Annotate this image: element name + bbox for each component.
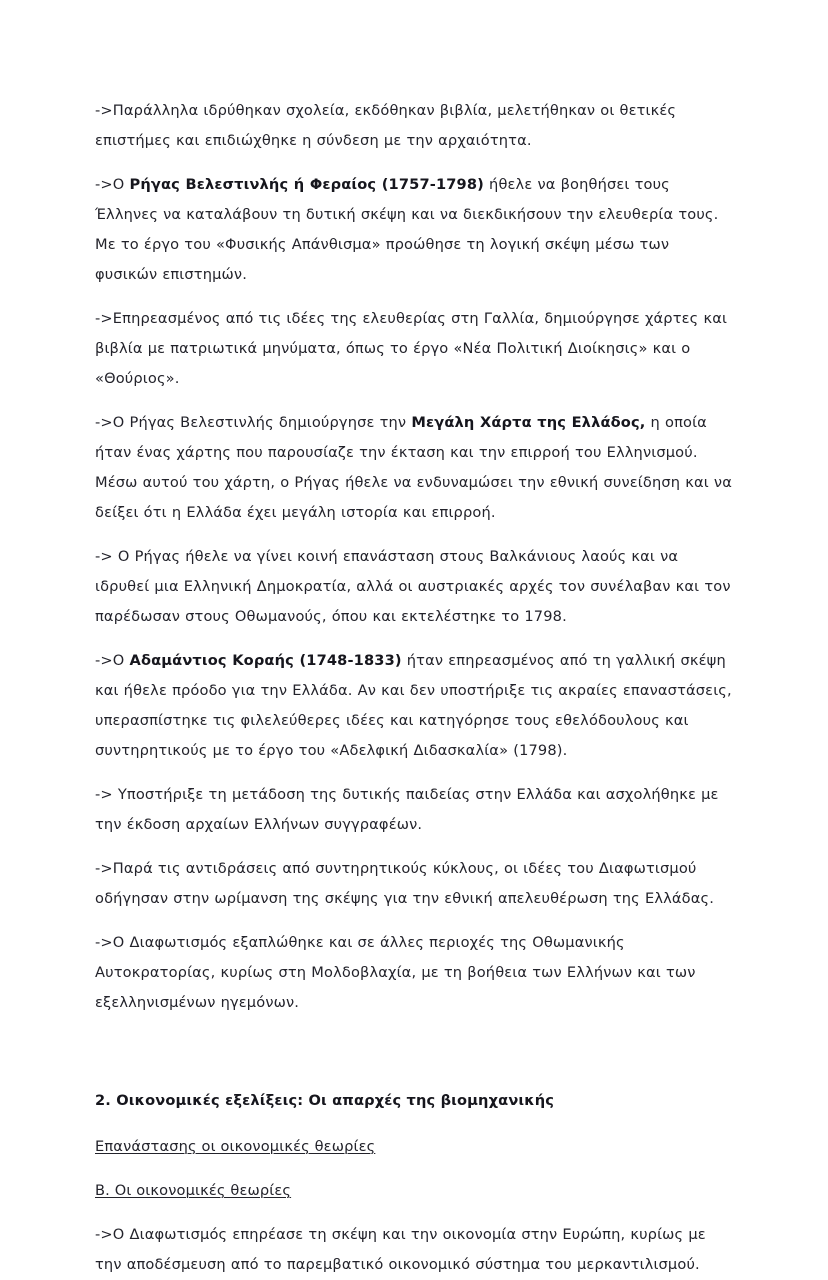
paragraph-mercantilism: ->Ο Διαφωτισμός επηρέασε τη σκέψη και την οικονομία στην Ευρώπη, κυρίως με την αποδέσμευση από το παρεμβατικό οικονομικό σύστημα του μερκαντιλισμού.	[95, 1226, 706, 1273]
paragraph-adamantios-korais	[95, 646, 735, 766]
section-spacer	[95, 1032, 735, 1086]
underlined-text: Επανάστασης οι οικονομικές θεωρίες	[95, 1138, 376, 1155]
paragraph-schools-books: ->Παράλληλα ιδρύθηκαν σχολεία, εκδόθηκαν βιβλία, μελετήθηκαν οι θετικές επιστήμες και επιδιώχθηκε η σύνδεση με την αρχαιότητα.	[95, 102, 677, 149]
paragraph-suffix: ήθελε να βοηθήσει τους Έλληνες να καταλάβουν τη δυτική σκέψη και να διεκδικήσουν την ελευθερία τους. Με το έργο του «Φυσικής Απάνθισμα» προώθησε τη λογική σκέψη μέσω των φυσικών επιστημών.	[95, 176, 719, 283]
bold-rigas-velestinlis-name: Ρήγας Βελεστινλής ή Φεραίος (1757-1798)	[129, 176, 484, 193]
paragraph-suffix: ήταν επηρεασμένος από τη γαλλική σκέψη και ήθελε πρόοδο για την Ελλάδα. Αν και δεν υποστήριξε τις ακραίες επαναστάσεις, υπερασπίστηκε τις φιλελεύθερες ιδέες και κατηγόρησε τους εθελόδουλους και συντηρητικούς με το έργο του «Αδελφική Διδασκαλία» (1798).	[95, 652, 732, 759]
paragraph-prefix: ->Ο	[95, 652, 130, 669]
subheading-revolution-theories	[95, 1132, 735, 1162]
paragraph-rigas-velestinlis	[95, 170, 735, 290]
bold-adamantios-korais-name: Αδαμάντιος Κοραής (1748-1833)	[129, 652, 402, 669]
paragraph-prefix: ->Ο Ρήγας Βελεστινλής δημιούργησε την	[95, 414, 412, 431]
paragraph-balkan-revolution: -> Ο Ρήγας ήθελε να γίνει κοινή επανάσταση στους Βαλκάνιους λαούς και να ιδρυθεί μια Ελληνική Δημοκρατία, αλλά οι αυστριακές αρχές τον συνέλαβαν και τον παρέδωσαν στους Οθωμανούς, όπου και εκτελέστηκε το 1798.	[95, 548, 731, 625]
paragraph-prefix: ->Ο	[95, 176, 130, 193]
bold-megali-charta-title: Μεγάλη Χάρτα της Ελλάδος,	[411, 414, 646, 431]
subheading-economic-theories	[95, 1176, 735, 1206]
paragraph-maps-and-books: ->Επηρεασμένος από τις ιδέες της ελευθερίας στη Γαλλία, δημιούργησε χάρτες και βιβλία με πατριωτικά μηνύματα, όπως το έργο «Νέα Πολιτική Διοίκησις» και ο «Θούριος».	[95, 310, 728, 387]
section-heading-economic-developments: 2. Οικονομικές εξελίξεις: Οι απαρχές της βιομηχανικής	[95, 1092, 555, 1109]
paragraph-megali-charta	[95, 408, 735, 528]
underlined-text: Β. Οι οικονομικές θεωρίες	[95, 1182, 292, 1199]
document-body	[95, 96, 735, 1280]
paragraph-enlightenment-ideas: ->Παρά τις αντιδράσεις από συντηρητικούς κύκλους, οι ιδέες του Διαφωτισμού οδήγησαν στην ωρίμανση της σκέψης για την εθνική απελευθέρωση της Ελλάδας.	[95, 860, 714, 907]
paragraph-western-education: -> Υποστήριξε τη μετάδοση της δυτικής παιδείας στην Ελλάδα και ασχολήθηκε με την έκδοση αρχαίων Ελλήνων συγγραφέων.	[95, 786, 719, 833]
paragraph-suffix: η οποία ήταν ένας χάρτης που παρουσίαζε την έκταση και την επιρροή του Ελληνισμού. Μέσω αυτού του χάρτη, ο Ρήγας ήθελε να ενδυναμώσει την εθνική συνείδηση και να δείξει ότι η Ελλάδα έχει μεγάλη ιστορία και επιρροή.	[95, 414, 732, 521]
paragraph-ottoman-empire-spread: ->Ο Διαφωτισμός εξαπλώθηκε και σε άλλες περιοχές της Οθωμανικής Αυτοκρατορίας, κυρίως στη Μολδοβλαχία, με τη βοήθεια των Ελλήνων και των εξελληνισμένων ηγεμόνων.	[95, 934, 696, 1011]
